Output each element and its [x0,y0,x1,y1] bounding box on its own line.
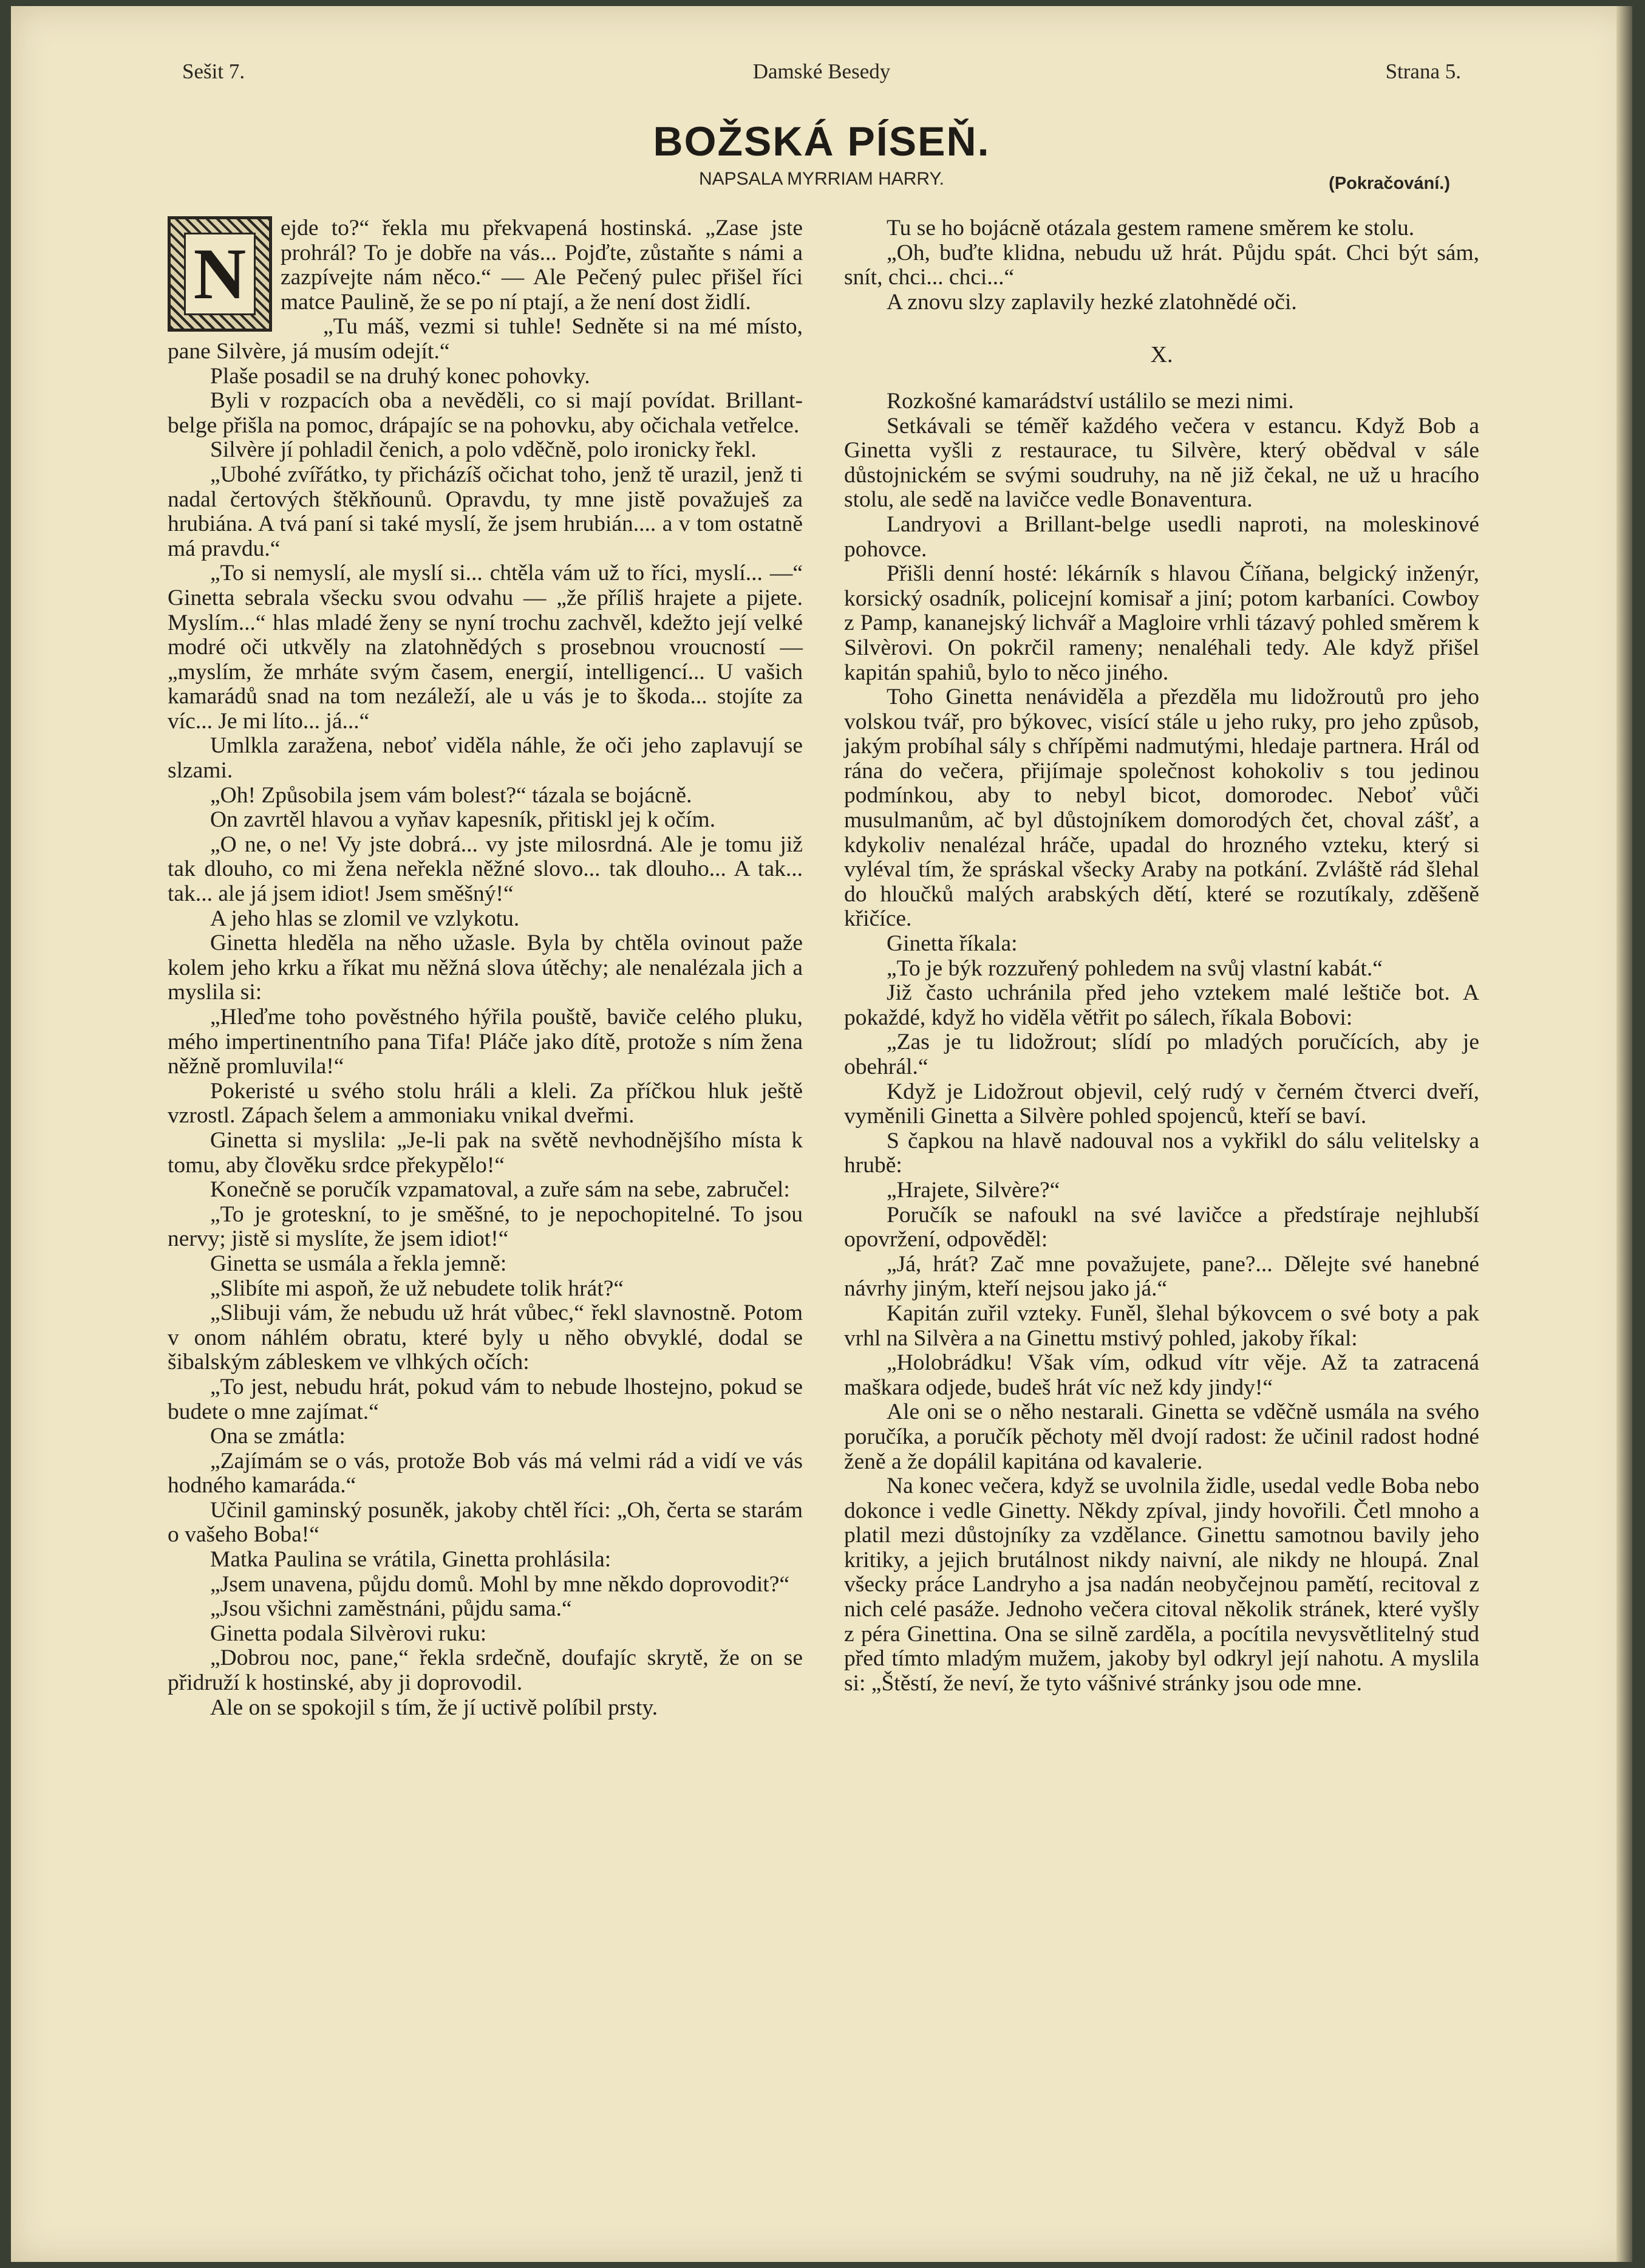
paragraph: Již často uchránila před jeho vztekem malé leštiče bot. A pokaždé, když ho viděla větřit po sálech, říkala Bobovi: [844,980,1479,1030]
paragraph: On zavrtěl hlavou a vyňav kapesník, přitiskl jej k očím. [210,807,716,833]
paragraph: Ale oni se o něho nestarali. Ginetta se vděčně usmála na svého poručíka, a poručík pěchoty měl dvojí radost: že učinil radost hodné ženě a že dopálil kapitána od kavalerie. [844,1399,1479,1474]
initial-letter: N [184,233,256,315]
paragraph: Plaše posadil se na druhý konec pohovky. [210,363,590,389]
paragraph: „To je groteskní, to je směšné, to je nepochopitelné. To jsou nervy; jistě si myslíte, že jsem idiot!“ [168,1201,803,1252]
magazine-title: Damské Besedy [752,60,891,83]
paragraph: „Oh, buďte klidna, nebudu už hrát. Půjdu spát. Chci být sám, snít, chci... chci...“ [844,240,1479,290]
paragraph: A znovu slzy zaplavily hezké zlatohnědé oči. [887,289,1297,315]
paragraph: Toho Ginetta nenáviděla a přezděla mu lidožroutů pro jeho volskou tvář, pro býkovec, visící stále u jeho ruky, pro jeho způsob, jakým probíhal sály s chřípěmi nadmutými, hledaje partnera. Hrál od rána do večera, přijímaje společnost kohokoliv s tou jedinou podmínkou, aby to nebyl bicot, domorodec. Neboť vůči musulmanům, ač byl důstojníkem domorodých čet, choval zášť, a kdykoliv nenalézal hráče, upadal do hrozného vzteku, který si vyléval tím, že spráskal všecky Araby na potkání. Zvláště rád šlehal do hloučků malých arabských dětí, které se rozutíkaly, zděšeně křičíce. [844,685,1479,932]
paragraph: Ginetta podala Silvèrovi ruku: [210,1621,487,1646]
paragraph: S čapkou na hlavě nadouval nos a vykřikl do sálu velitelsky a hrubě: [844,1128,1479,1178]
paragraph: „Jsem unavena, půjdu domů. Mohl by mne někdo doprovodit?“ [210,1571,789,1597]
decorative-initial [168,216,272,332]
paragraph: „Tu máš, vezmi si tuhle! Sedněte si na mé místo, pane Silvère, já musím odejít.“ [168,314,803,364]
paragraph: Ginetta si myslila: „Je-li pak na světě nevhodnějšího místa k tomu, aby člověku srdce překypělo!“ [168,1127,803,1178]
paragraph: Ginetta se usmála a řekla jemně: [210,1251,507,1276]
paragraph: Na konec večera, když se uvolnila židle, usedal vedle Boba nebo dokonce i vedle Ginetty. Někdy zpíval, jindy hovořili. Četl mnoho a platil mezi důstojníky za vzdělance. Ginettu samotnou bavily jeho kritiky, a jejich brutálnost nikdy naivní, ale nikdy ne hloupá. Znal všecky práce Landryho a jsa nadán neobyčejnou pamětí, recitoval z nich celé pasáže. Jednoho večera citoval několik stránek, které vyšly z péra Ginettina. Ona se silně zarděla, a pocítila nevysvětlitelný stud před tímto mladým mužem, jakoby byl odkryl její nahotu. A myslila si: „Štěstí, že neví, že tyto vášnivé stránky jsou ode mne. [844,1474,1479,1696]
paragraph: Umlkla zaražena, neboť viděla náhle, že oči jeho zaplavují se slzami. [168,733,803,784]
paragraph: „To je býk rozzuřený pohledem na svůj vlastní kabát.“ [887,955,1383,981]
issue-number: Sešit 7. [182,60,245,83]
right-column [844,216,1479,1696]
paragraph: „O ne, o ne! Vy jste dobrá... vy jste milosrdná. Ale je tomu již tak dlouho, co mi žena neřekla něžné slovo... tak dlouho... A tak... tak... ale já jsem idiot! Jsem směšný!“ [168,832,803,907]
paragraph: „Hleďme toho pověstného hýřila pouště, baviče celého pluku, mého impertinentního pana Tifa! Pláče jako dítě, protože s ním žena něžně promluvila!“ [168,1005,803,1079]
magazine-page [11,6,1632,2262]
paragraph: Ginetta hleděla na něho užasle. Byla by chtěla ovinout paže kolem jeho krku a říkat mu něžná slova útěchy; ale nenalézala jich a myslila si: [168,931,803,1005]
continued-note: (Pokračování.) [1329,174,1450,193]
paragraph: Rozkošné kamarádství ustálilo se mezi nimi. [887,388,1294,414]
paragraph: Setkávali se téměř každého večera v estancu. Když Bob a Ginetta vyšli z restaurace, tu Silvère, který obědval v sále důstojnickém se svými soudruhy, na ně již čekal, ne už u hracího stolu, ale sedě na lavičce vedle Bonaventura. [844,413,1479,513]
paragraph: Silvère jí pohladil čenich, a polo vděčně, polo ironicky řekl. [210,437,757,463]
paragraph: „Jsou všichni zaměstnáni, půjdu sama.“ [210,1596,572,1622]
paragraph: „Dobrou noc, pane,“ řekla srdečně, doufajíc skrytě, že on se přidruží k hostinské, aby ji doprovodil. [168,1645,803,1696]
paragraph: Když je Lidožrout objevil, celý rudý v černém čtverci dveří, vyměnili Ginetta a Silvère pohled spojenců, kteří se baví. [844,1079,1479,1129]
paragraph: Matka Paulina se vrátila, Ginetta prohlásila: [210,1547,611,1573]
paragraph: „Zajímám se o vás, protože Bob vás má velmi rád a vidí ve vás hodného kamaráda.“ [168,1448,803,1498]
paragraph: Ginetta říkala: [887,931,1018,957]
paragraph: „Slibíte mi aspoň, že už nebudete tolik hrát?“ [210,1276,624,1301]
running-header [170,60,1473,96]
paragraph: A jeho hlas se zlomil ve vzlykotu. [210,906,520,931]
paragraph: „Slibuji vám, že nebudu už hrát vůbec,“ řekl slavnostně. Potom v onom náhlém obratu, které byly u něho obvyklé, dodal se šibalským zábleskem ve vlhkých očích: [168,1300,803,1375]
paragraph: Kapitán zuřil vzteky. Funěl, šlehal býkovcem o své boty a pak vrhl na Silvèra a na Ginettu mstivý pohled, jakoby říkal: [844,1300,1479,1351]
paragraph: „Já, hrát? Zač mne považujete, pane?... Dělejte své hanebné návrhy jiným, kteří nejsou jako já.“ [844,1251,1479,1302]
paragraph: Tu se ho bojácně otázala gestem ramene směrem ke stolu. [887,216,1415,241]
paragraph: „Zas je tu lidožrout; slídí po mladých poručících, aby je obehrál.“ [844,1030,1479,1079]
paragraph: „To jest, nebudu hrát, pokud vám to nebude lhostejno, pokud se budete o mne zajímat.“ [168,1374,803,1424]
article-title: BOŽSKÁ PÍSEŇ. [653,118,990,165]
chapter-heading: X. [1150,342,1173,368]
paragraph: Ona se zmátla: [210,1424,346,1449]
paragraph: „Hrajete, Silvère?“ [887,1177,1060,1203]
paragraph: „Oh! Způsobila jsem vám bolest?“ tázala se bojácně. [210,782,692,808]
paragraph: „Ubohé zvířátko, ty přicházíš očichat toho, jenž tě urazil, jenž ti nadal čertových štěkňounů. Opravdu, ty mne jistě považuješ za hrubiána. A tvá paní si také myslí, že jsem hrubián.... a v tom ostatně má pravdu.“ [168,462,803,561]
paragraph: Byli v rozpacích oba a nevěděli, co si mají povídat. Brillant-belge přišla na pomoc, drápajíc se na pohovku, aby očichala vetřelce. [168,388,803,438]
left-column [168,216,803,1720]
article-byline: NAPSALA MYRRIAM HARRY. [698,169,945,189]
page-edge-shadow [1616,6,1632,2262]
page-number: Strana 5. [1385,60,1461,83]
paragraph: Konečně se poručík vzpamatoval, a zuře sám na sebe, zabručel: [210,1177,790,1203]
paragraph: „To si nemyslí, ale myslí si... chtěla vám už to říci, myslí... —“ Ginetta sebrala všecku svou odvahu — „že příliš hrajete a pijete. Myslím...“ hlas mladé ženy se nyní trochu zachvěl, kdežto její velké modré oči utkvěly na zlatohnědých s prosebnou vroucností — „myslím, že mrháte svým časem, energií, intelligencí... U vašich kamarádů snad na tom nezáleží, ale u vás je to škoda... stojíte za víc... Je mi líto... já...“ [168,561,803,734]
paragraph: Poručík se nafoukl na své lavičce a předstíraje nejhlubší opovržení, odpověděl: [844,1202,1479,1252]
paragraph: Ale on se spokojil s tím, že jí uctivě políbil prsty. [210,1695,658,1720]
paragraph: Přišli denní hosté: lékárník s hlavou Číňana, belgický inženýr, korsický osadník, policejní komisař a jiní; potom karbaníci. Cowboy z Pamp, kananejský lichvář a Magloire vrhli tázavý pohled směrem k Silvèrovi. On pokrčil rameny; nenaléhali tedy. Ale když přišel kapitán spahiů, bylo to něco jiného. [844,561,1479,685]
paragraph: Landryovi a Brillant-belge usedli naproti, na moleskinové pohovce. [844,511,1479,562]
paragraph: Pokeristé u svého stolu hráli a kleli. Za příčkou hluk ještě vzrostl. Zápach šelem a ammoniaku vnikal dveřmi. [168,1078,803,1129]
paragraph: Učinil gaminský posuněk, jakoby chtěl říci: „Oh, čerta se starám o vašeho Boba!“ [168,1497,803,1548]
paragraph: „Holobrádku! Však vím, odkud vítr věje. Až ta zatracená maškara odjede, budeš hrát víc než kdy jindy!“ [844,1350,1479,1400]
first-paragraph: ejde to?“ řekla mu překvapená hostinská. „Zase jste prohrál? To je dobře na vás... Pojďte, zůstaňte s námi a zazpívejte nám něco.“ — Ale Pečený pulec přišel říci matce Paulině, že se po ní ptají, a že není dost židlí. [281,216,803,315]
